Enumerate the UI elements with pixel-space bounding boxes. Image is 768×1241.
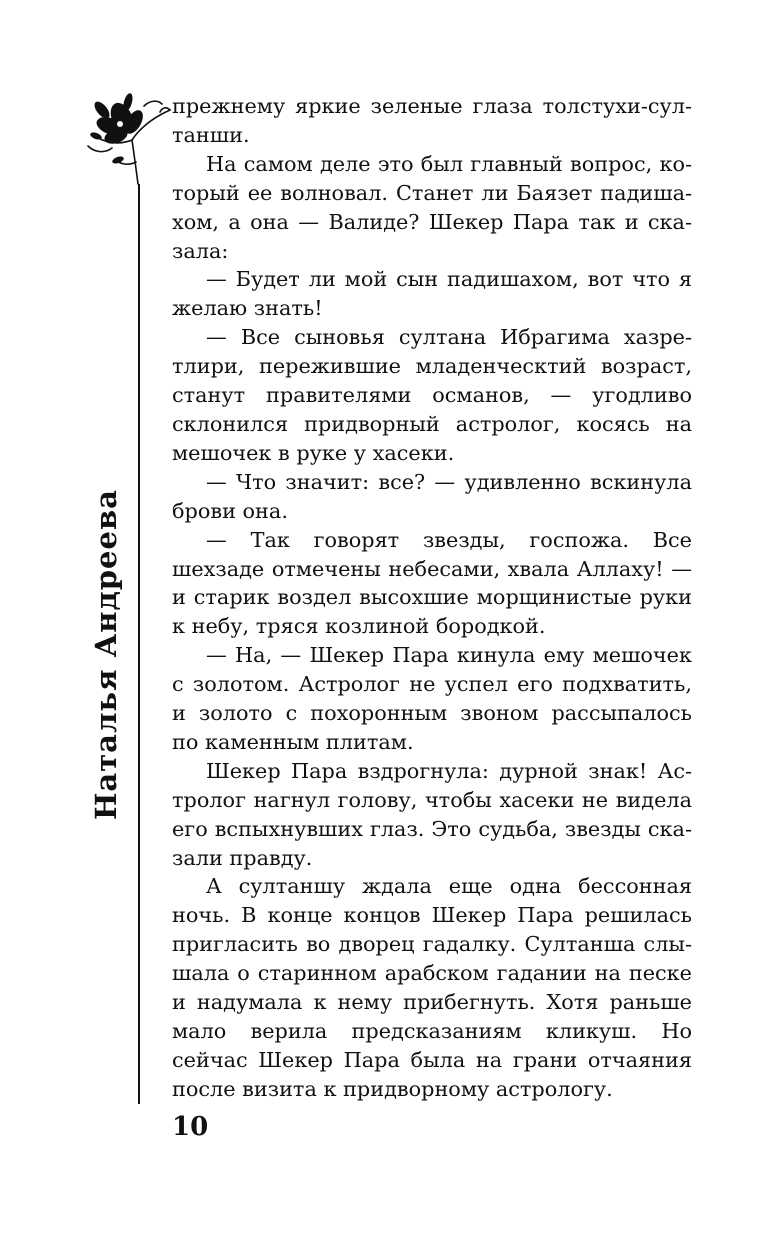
paragraph: — Будет ли мой сын падишахом, вот что я желаю знать! [172,267,692,321]
paragraph: А султаншу ждала еще одна бессонная ночь. В конце концов Шекер Пара решилась пригласить во дворец гадалку. Султанша слышала о старинном арабском гадании на песке и надумала к нему прибегнуть. Хотя раньше мало верила предсказаниям кликуш. Но сейчас Шекер Пара была на грани отчаяния после визита к придворному астрологу. [172,874,692,1101]
paragraph: прежнему яркие зеленые глаза толстухи-султанши. [172,94,692,147]
paragraph: — Что значит: все? — удивленно вскинула брови она. [172,469,692,523]
body-text [172,92,692,1104]
flower-ornament-icon [82,88,174,192]
paragraph: — Все сыновья султана Ибрагима хазретлири, пережившие младенческтий возраст, станут правителями османов, — угодливо склонился придворный астролог, косясь на мешочек в руке у хасеки. [172,325,692,465]
paragraph: — Так говорят звезды, госпожа. Все шехзаде отмечены небесами, хвала Аллаху! — и старик воздел высохшие морщинистые руки к небу, тряся козлиной бородкой. [172,527,692,639]
paragraph: Шекер Пара вздрогнула: дурной знак! Астролог нагнул голову, чтобы хасеки не видела его вспыхнувших глаз. Это судьба, звезды сказали правду. [172,758,692,870]
running-head-author: Наталья Андреева [89,489,123,820]
page-number: 10 [172,1112,209,1142]
paragraph: На самом деле это был главный вопрос, который ее волновал. Станет ли Баязет падишахом, а она — Валиде? Шекер Пара так и сказала: [172,151,692,263]
vertical-rule [138,184,140,1104]
paragraph: — На, — Шекер Пара кинула ему мешочек с золотом. Астролог не успел его подхватить, и золото с похоронным звоном рассыпалось по каменным плитам. [172,643,692,754]
